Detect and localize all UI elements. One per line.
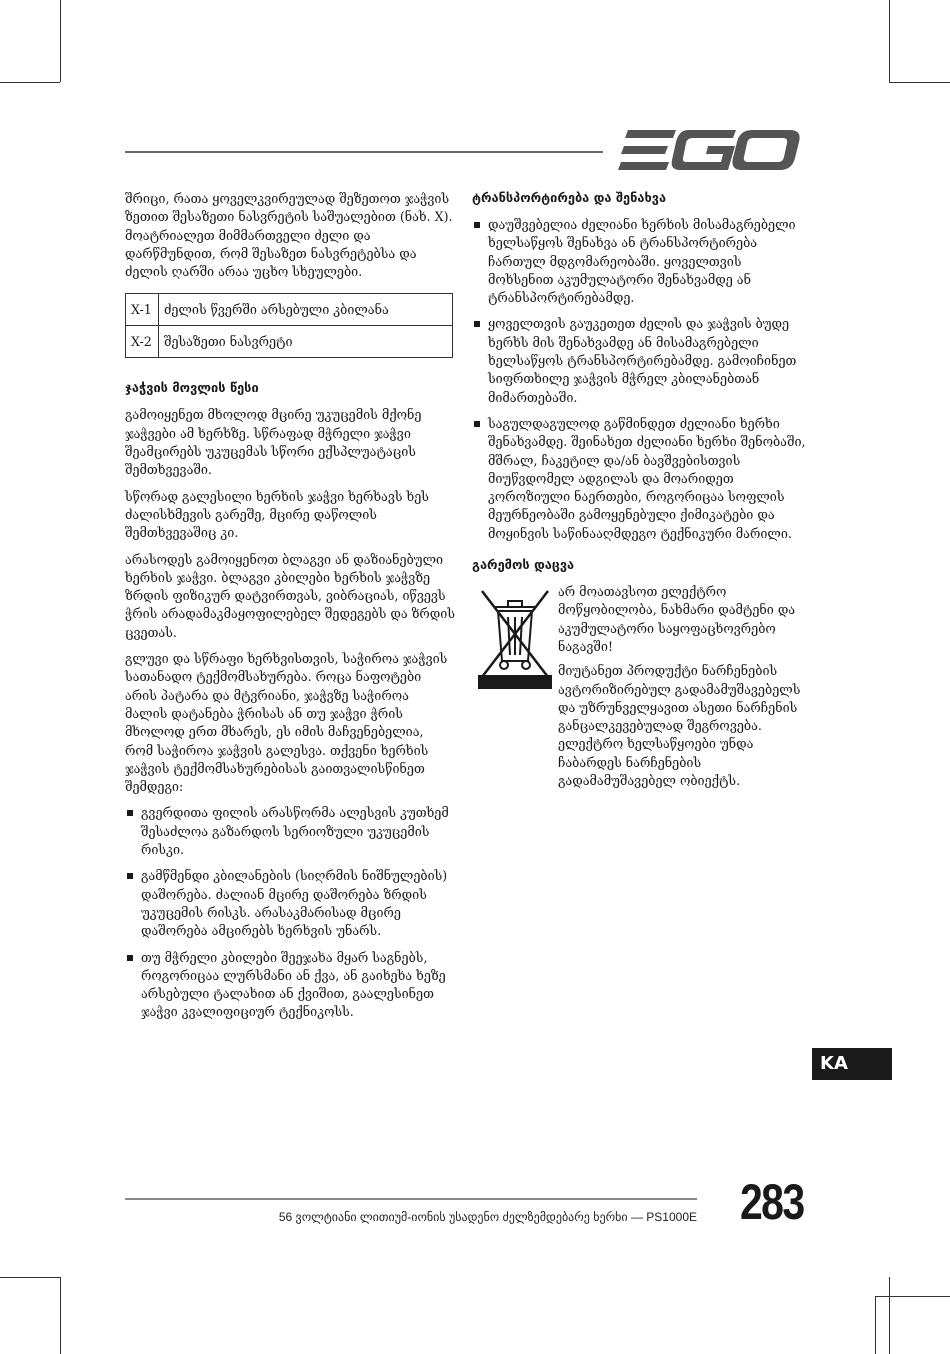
left-column xyxy=(125,190,455,1030)
list-item: საგულდაგულოდ გაწმინდეთ ძელიანი ხერხი შენახვამდე. შეინახეთ ძელიანი ხერხი შენობაში, მშრალ, ჩაკეტილ და/ან ბავშვებისთვის მიუწვდომელ ადგილას და მოარიდეთ კოროზიული ნაერთები, როგორიცაა სოფლის მეურნეობაში გამოყენებული ქიმიკატები და მოყინვის საწინააღმდეგო ტექნიკური მარილი. xyxy=(472,415,807,543)
table-value: ძელის წვერში არსებული კბილანა xyxy=(159,294,453,326)
crop-mark xyxy=(875,1296,950,1297)
table-key: X-1 xyxy=(126,294,159,326)
list-item: გამწმენდი კბილანების (სიღრმის ნიშნულების) დაშორება. ძალიან მცირე დაშორება ზრდის უკუცემის რისკს. არასაკმარისად მცირე დაშორება ამცირებს ხერხვის უნარს. xyxy=(125,867,455,940)
language-tab: KA xyxy=(812,1048,892,1080)
table-value: შესაზეთი ნასვრეტი xyxy=(159,326,453,358)
list-item: გვერდითა ფილის არასწორმა ალესვის კუთხემ შესაძლოა გაზარდოს სერიოზული უკუცემის რისკი. xyxy=(125,804,455,859)
crop-mark xyxy=(875,1296,876,1354)
crop-mark xyxy=(60,1277,61,1354)
crop-mark xyxy=(889,0,890,82)
ego-logo xyxy=(618,128,800,174)
environment-heading: გარემოს დაცვა xyxy=(472,558,575,574)
crop-mark xyxy=(0,1277,60,1278)
table-row xyxy=(126,326,453,358)
list-item: დაუშვებელია ძელიანი ხერხის მისამაგრებელი ხელსაწყოს შენახვა ან ტრანსპორტირება ჩართულ მდგომარეობაში. ყოველთვის მოხსენით აკუმულატორი შენახვამდე ან ტრანსპორტირებამდე. xyxy=(472,216,807,307)
paragraph: არასოდეს გამოიყენოთ ბლაგვი ან დაზიანებული ხერხის ჯაჭვი. ბლაგვი კბილები ხერხის ჯაჭვზე ზრდის ფიზიკურ დატვირთვას, ვიბრაციას, იწვევს ჭრის არადამაკმაყოფილებელ შედეგებს და ზრდის ცვეთას. xyxy=(125,551,455,640)
crop-mark xyxy=(889,1277,890,1354)
transport-heading: ტრანსპორტირება და შენახვა xyxy=(472,191,667,206)
crop-mark xyxy=(60,0,61,82)
paragraph: სწორად გალესილი ხერხის ჯაჭვი ხერხავს ხეს ძალისხმევის გარეშე, მცირე დაწოლის შემთხვევაშიც კი. xyxy=(125,488,429,541)
table-key: X-2 xyxy=(126,326,159,358)
page-number: 283 xyxy=(740,1174,804,1230)
transport-list xyxy=(472,216,807,543)
list-item: თუ მჭრელი კბილები შეეჯახა მყარ საგნებს, როგორიცაა ლურსმანი ან ქვა, ან გაიხეხა ხეზე არსებული ტალახით ან ქვიშით, გაალესინეთ ჯაჭვი კვალიფიციურ ტექნიკოსს. xyxy=(125,949,455,1022)
header-rule xyxy=(125,151,603,153)
table-row xyxy=(126,294,453,326)
intro-paragraph: შრიცი, რათა ყოველკვირეულად შეზეთოთ ჯაჭვის ზეთით შესაზეთი ნასვრეტის საშუალებით (ნახ. X). მოატრიალეთ მიმმართველი ძელი და დარწმუნდით, რომ შესაზეთ ნასვრეტებსა და ძელის ღარში არაა უცხო სხეულები. xyxy=(125,191,453,280)
right-column xyxy=(472,190,807,796)
crop-mark xyxy=(0,82,60,83)
crossed-bin-icon xyxy=(472,583,554,691)
crop-mark xyxy=(889,82,950,83)
weee-symbol xyxy=(472,583,558,796)
chain-care-heading: ჯაჭვის მოვლის წესი xyxy=(125,381,259,397)
chain-care-list xyxy=(125,804,455,1021)
reference-table xyxy=(125,293,453,358)
paragraph: გამოიყენეთ მხოლოდ მცირე უკუცემის მქონე ჯაჭვები ამ ხერხზე. სწრაფად მჭრელი ჯაჭვი შეამცირებს უკუცემას სწორი ექსპლუატაცის შემთხვევაში. xyxy=(125,407,422,478)
env-paragraph: მიუტანეთ პროდუქტი ნარჩენების ავტორიზირებულ გადამამუშავებელს და უზრუნველყავით ასეთი ნარჩენის განცალკევებულად შეგროვება. ელექტრო ხელსაწყოები უნდა ჩაბარდეს ნარჩენების გადამამუშავებელ ობიექტს. xyxy=(558,663,801,789)
list-item: ყოველთვის გაუკეთეთ ძელის და ჯაჭვის ბუდე ხერხს მის შენახვამდე ან მისამაგრებელი ხელსაწყოს ტრანსპორტირებამდე. გამოიჩინეთ სიფრთხილე ჯაჭვის მჭრელ კბილანებთან მიმართებაში. xyxy=(472,315,807,406)
footer-rule xyxy=(125,1198,697,1200)
env-paragraph: არ მოათავსოთ ელექტრო მოწყობილობა, ნახმარი დამტენი და აკუმულატორი საყოფაცხოვრებო ნაგავში! xyxy=(558,584,796,654)
paragraph: გლუვი და სწრაფი ხერხვისთვის, საჭიროა ჯაჭვის სათანადო ტექმომსახურება. როცა ნაფოტები არის პატარა და მტვრიანი, ჯაჭვზე საჭიროა მალის დატანება ჭრისას ან თუ ჯაჭვი ჭრის მხოლოდ ერთ მხარეს, ეს იმის მაჩვენებელია, რომ საჭიროა ჯაჭვის გალესვა. თქვენი ხერხის ჯაჭვის ტექმომსახურებისას გაითვალისწინეთ შემდეგი: xyxy=(125,651,448,795)
footer-text: 56 ვოლტიანი ლითიუმ-იონის უსადენო ძელზემდებარე ხერხი — PS1000E xyxy=(278,1210,697,1224)
environment-section xyxy=(472,583,807,796)
